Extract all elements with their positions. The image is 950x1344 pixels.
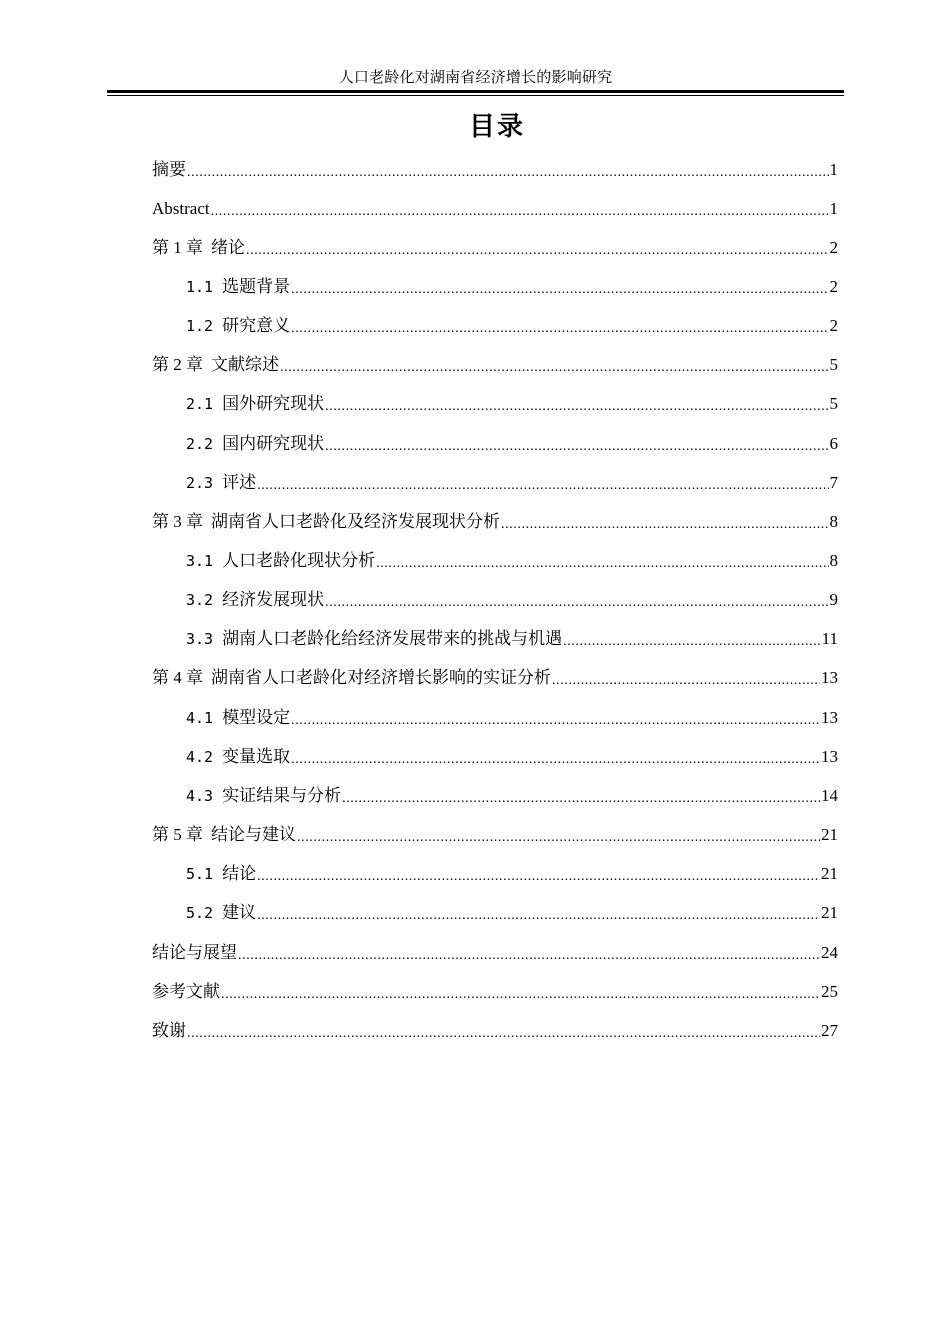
toc-entry-title bbox=[152, 199, 210, 219]
toc-entry-chapter[interactable] bbox=[152, 659, 838, 698]
toc-entry-label: 结论 bbox=[222, 864, 257, 884]
toc-entry-section[interactable] bbox=[186, 463, 838, 502]
toc-entry-label: 湖南人口老龄化给经济发展带来的挑战与机遇 bbox=[222, 629, 563, 649]
toc-entry-label: 选题背景 bbox=[222, 276, 291, 296]
toc-page-number: 9 bbox=[829, 590, 838, 610]
section-number: 2.2 bbox=[186, 434, 214, 453]
toc-entry-chapter[interactable] bbox=[152, 972, 838, 1011]
dot-leader bbox=[221, 983, 820, 1003]
toc-entry-title bbox=[152, 512, 500, 532]
toc-entry-title bbox=[152, 1021, 186, 1041]
dot-leader bbox=[376, 552, 828, 572]
dot-leader bbox=[552, 669, 820, 689]
header-rule-thin bbox=[107, 95, 844, 96]
toc-entry-chapter[interactable] bbox=[152, 189, 838, 228]
toc-entry-section[interactable] bbox=[186, 855, 838, 894]
toc-page-number: 5 bbox=[829, 394, 838, 414]
toc-entry-label: 人口老龄化现状分析 bbox=[222, 551, 376, 570]
dot-leader bbox=[501, 513, 829, 533]
toc-entry-label: 摘要 bbox=[152, 159, 186, 179]
dot-leader bbox=[257, 904, 820, 924]
dot-leader bbox=[187, 161, 829, 181]
toc-entry-label: 评述 bbox=[222, 472, 257, 492]
toc-entry-section[interactable] bbox=[186, 424, 838, 463]
toc-entry-chapter[interactable] bbox=[152, 1011, 838, 1050]
section-number: 3.2 bbox=[186, 591, 214, 610]
dot-leader bbox=[291, 278, 828, 298]
header-rule-thick bbox=[107, 90, 844, 93]
toc-page-number: 2 bbox=[829, 237, 838, 257]
toc-entry-chapter[interactable] bbox=[152, 346, 838, 385]
toc-entry-title bbox=[186, 434, 324, 454]
dot-leader bbox=[325, 435, 828, 455]
toc-page-number: 1 bbox=[829, 198, 838, 218]
toc-entry-label: 文献综述 bbox=[211, 355, 279, 375]
dot-leader bbox=[291, 317, 828, 337]
toc-page-number: 13 bbox=[821, 707, 838, 727]
toc-page-number: 24 bbox=[821, 942, 838, 962]
toc-entry-label: 模型设定 bbox=[222, 707, 291, 727]
section-number: 2.3 bbox=[186, 473, 214, 492]
toc-entry-label: 湖南省人口老龄化对经济增长影响的实证分析 bbox=[211, 668, 551, 688]
dot-leader bbox=[291, 748, 820, 768]
dot-leader bbox=[187, 1022, 820, 1042]
chapter-number: 第 5 章 bbox=[152, 825, 203, 845]
toc-entry-label: 国外研究现状 bbox=[222, 394, 325, 414]
toc-page-number: 8 bbox=[829, 551, 838, 570]
toc-entry-section[interactable] bbox=[186, 581, 838, 620]
toc-page-number: 2 bbox=[829, 316, 838, 336]
section-number: 4.2 bbox=[186, 747, 214, 766]
chapter-number: 第 1 章 bbox=[152, 237, 203, 257]
toc-entry-section[interactable] bbox=[186, 776, 838, 815]
toc-entry-chapter[interactable] bbox=[152, 502, 838, 541]
toc-entry-chapter[interactable] bbox=[152, 933, 838, 972]
toc-page-number: 1 bbox=[829, 159, 838, 179]
toc-entry-chapter[interactable] bbox=[152, 150, 838, 189]
toc-entry-section[interactable] bbox=[186, 385, 838, 424]
dot-leader bbox=[325, 395, 828, 415]
toc-page-number: 21 bbox=[821, 825, 838, 845]
toc-entry-title bbox=[186, 590, 324, 610]
toc-entry-label: 实证结果与分析 bbox=[222, 785, 342, 805]
toc-entry-title bbox=[152, 825, 296, 845]
toc-entry-title bbox=[152, 668, 551, 688]
section-number: 4.3 bbox=[186, 786, 214, 805]
running-header: 人口老龄化对湖南省经济增长的影响研究 bbox=[338, 70, 613, 86]
toc-entry-title bbox=[152, 943, 237, 963]
toc-entry-title bbox=[152, 355, 279, 375]
toc-page-number: 21 bbox=[821, 903, 838, 923]
section-number: 1.2 bbox=[186, 317, 214, 336]
toc-entry-label: 变量选取 bbox=[222, 746, 291, 766]
toc-entry-title bbox=[186, 747, 290, 767]
toc-page-number: 11 bbox=[821, 629, 838, 649]
toc-entry-section[interactable] bbox=[186, 737, 838, 776]
toc-entry-section[interactable] bbox=[186, 267, 838, 306]
toc-entry-section[interactable] bbox=[186, 307, 838, 346]
dot-leader bbox=[291, 709, 820, 729]
dot-leader bbox=[246, 239, 829, 259]
toc-entry-section[interactable] bbox=[186, 894, 838, 933]
toc-entry-title bbox=[186, 394, 324, 414]
toc-entry-title bbox=[186, 277, 290, 297]
dot-leader bbox=[342, 787, 820, 807]
dot-leader bbox=[257, 474, 828, 494]
toc-entry-chapter[interactable] bbox=[152, 816, 838, 855]
section-number: 4.1 bbox=[186, 708, 214, 727]
toc-entry-title bbox=[186, 864, 256, 884]
toc-entry-section[interactable] bbox=[186, 698, 838, 737]
toc-entry-label: 结论与展望 bbox=[152, 942, 237, 962]
toc-page-number: 2 bbox=[829, 276, 838, 296]
toc-page-number: 27 bbox=[821, 1020, 838, 1040]
toc-title: 目录 bbox=[468, 112, 525, 142]
toc-entry-title bbox=[186, 473, 256, 493]
dot-leader bbox=[257, 865, 820, 885]
toc-entry-chapter[interactable] bbox=[152, 228, 838, 267]
dot-leader bbox=[238, 944, 820, 964]
toc-page-number: 6 bbox=[829, 433, 838, 453]
toc-entry-label: 绪论 bbox=[211, 237, 245, 257]
toc-entry-title bbox=[186, 629, 562, 649]
toc-page-number: 8 bbox=[829, 511, 838, 531]
toc-page-number: 25 bbox=[821, 981, 838, 1001]
toc-entry-section[interactable] bbox=[186, 620, 838, 659]
toc-page-number: 7 bbox=[829, 472, 838, 492]
toc-page-number: 13 bbox=[821, 668, 838, 688]
chapter-number: 第 4 章 bbox=[152, 668, 203, 688]
dot-leader bbox=[325, 591, 828, 611]
toc-entry-label: 参考文献 bbox=[152, 981, 220, 1001]
toc-entry-title bbox=[186, 708, 290, 728]
toc-entry-label: 结论与建议 bbox=[211, 825, 296, 845]
dot-leader bbox=[297, 826, 820, 846]
toc-entry-title bbox=[152, 160, 186, 180]
section-number: 2.1 bbox=[186, 395, 214, 414]
toc-page-number: 21 bbox=[821, 864, 838, 884]
section-number: 3.1 bbox=[186, 552, 214, 570]
toc-entry-title bbox=[186, 551, 375, 571]
toc-entry-title bbox=[186, 316, 290, 336]
toc-page-number: 13 bbox=[821, 746, 838, 766]
section-number: 5.1 bbox=[186, 865, 214, 884]
toc-entry-label: 经济发展现状 bbox=[222, 590, 325, 610]
toc-entry-title bbox=[152, 238, 245, 258]
toc-page-number: 14 bbox=[821, 785, 838, 805]
chapter-number: 第 2 章 bbox=[152, 355, 203, 375]
toc-entry-label: Abstract bbox=[152, 198, 210, 218]
toc-entry-label: 建议 bbox=[222, 903, 257, 923]
toc-entry-section[interactable] bbox=[186, 542, 838, 581]
toc-entry-label: 湖南省人口老龄化及经济发展现状分析 bbox=[211, 511, 500, 531]
dot-leader bbox=[211, 200, 829, 220]
section-number: 1.1 bbox=[186, 277, 214, 296]
toc-entry-title bbox=[186, 903, 256, 923]
toc-entry-label: 研究意义 bbox=[222, 316, 291, 336]
section-number: 3.3 bbox=[186, 630, 214, 649]
section-number: 5.2 bbox=[186, 904, 214, 923]
toc-entry-title bbox=[152, 982, 220, 1002]
toc-page-number: 5 bbox=[829, 355, 838, 375]
dot-leader bbox=[563, 630, 821, 650]
dot-leader bbox=[280, 356, 829, 376]
toc-entry-title bbox=[186, 786, 341, 806]
toc-entry-label: 国内研究现状 bbox=[222, 433, 325, 453]
chapter-number: 第 3 章 bbox=[152, 511, 203, 531]
toc-entry-label: 致谢 bbox=[152, 1020, 186, 1040]
